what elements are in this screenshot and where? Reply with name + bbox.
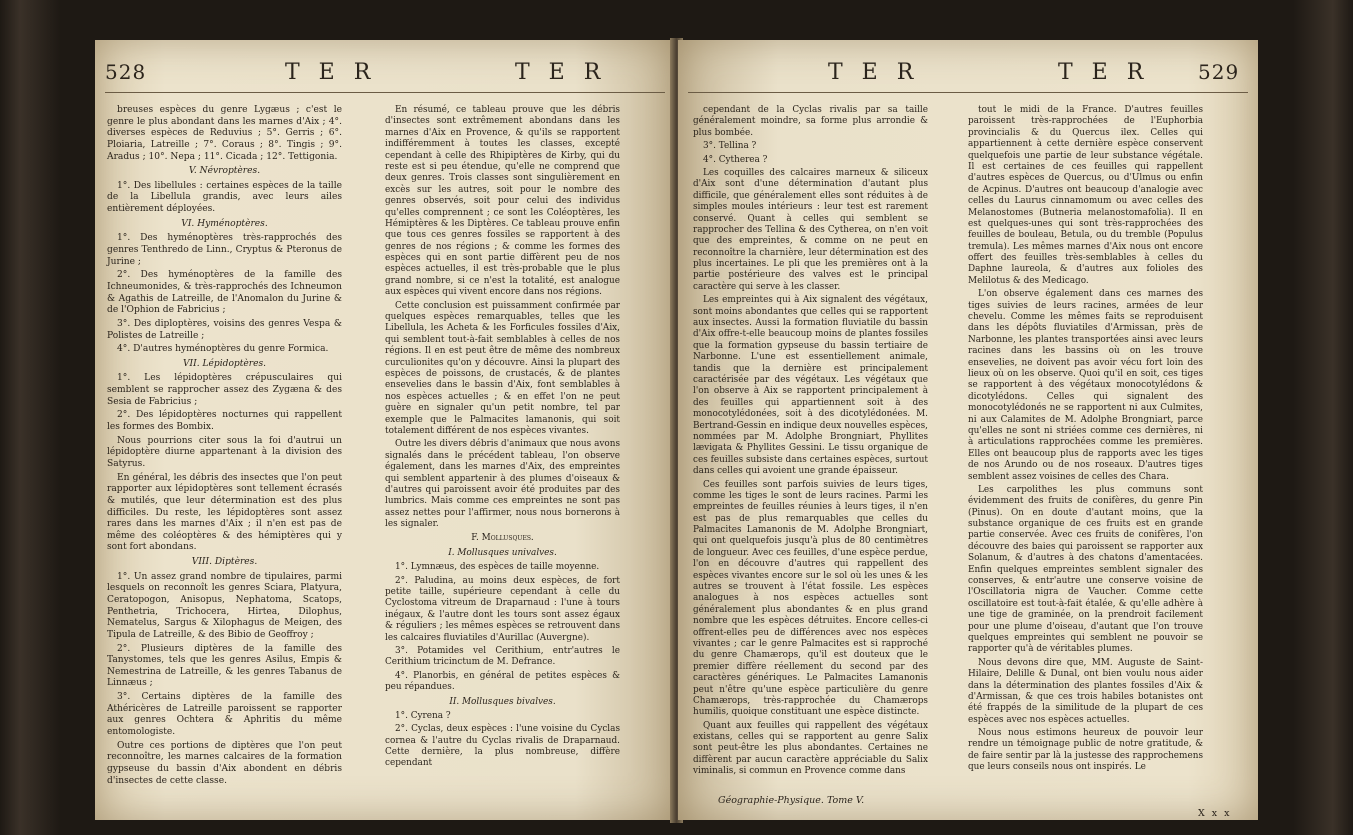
left-header bbox=[95, 60, 675, 92]
paragraph: 2°. Paludina, au moins deux espèces, de fort petite taille, supérieure cependant à celle du Cyclostoma vitreum de Draparnaud : l'une à tours inégaux, & l'autre dont les tours sont assez égaux & réguliers ; les mêmes espèces se retrouvent dans les calcaires fluviatiles d'Aurillac (Auvergne). bbox=[385, 575, 620, 643]
footer-title: Géographie-Physique. Tome V. bbox=[718, 795, 865, 806]
paragraph: 3°. Des diploptères, voisins des genres Vespa & Polistes de Latreille ; bbox=[107, 318, 342, 341]
paragraph: Quant aux feuilles qui rappellent des végétaux existans, celles qui se rapportent au genre Salix sont peut-être les plus abondantes. Certaines ne diffèrent par aucun caractère appréciable du Salix viminalis, si commun en Provence comme dans bbox=[693, 720, 928, 777]
paragraph: 3°. Tellina ? bbox=[703, 141, 757, 152]
paragraph: 2°. Des hyménoptères de la famille des Ichneumonides, & très-rapprochés des Ichneumon & Agathis de Latreille, de l'Anomalon du Jurine & de l'Ophion de Fabricius ; bbox=[107, 270, 342, 316]
left-page bbox=[95, 40, 675, 820]
paragraph: Outre les divers débris d'animaux que nous avons signalés dans le précédent tableau, l'on observe également, dans les marnes d'Aix, des empreintes qui semblent appartenir à des plumes d'oiseaux & d'autres qui paroissent avoir été produites par des lumbrics. Mais comme ces empreintes ne sont pas assez nettes pour l'affirmer, nous nous bornerons à les signaler. bbox=[385, 439, 620, 530]
header-rule bbox=[688, 92, 1248, 93]
paragraph: I. Mollusques univalves. bbox=[448, 547, 557, 558]
paragraph: Nous pourrions citer sous la foi d'autrui un lépidoptère diurne appartenant à la division des Satyrus. bbox=[107, 435, 342, 469]
paragraph: 2°. Des lépidoptères nocturnes qui rappellent les formes des Bombix. bbox=[107, 410, 342, 433]
paragraph: VI. Hyménoptères. bbox=[181, 218, 268, 229]
paragraph: VIII. Diptères. bbox=[191, 557, 258, 568]
page-number: 529 bbox=[1198, 60, 1240, 84]
paragraph: Nous nous estimons heureux de pouvoir leur rendre un témoignage public de notre gratitude, & de faire sentir par là la justesse des rapprochemens que leurs conseils nous ont inspirés. Le bbox=[968, 728, 1203, 773]
paragraph: 2°. Cyclas, deux espèces : l'une voisine du Cyclas cornea & l'autre du Cyclas rivalis de Draparnaud. Cette dernière, la plus nombreuse, diffère cependant bbox=[385, 724, 620, 769]
paragraph: 1°. Les lépidoptères crépusculaires qui semblent se rapprocher assez des Zygæna & des Sesia de Fabricius ; bbox=[107, 373, 342, 407]
paragraph: 3°. Potamides vel Cerithium, entr'autres le Cerithium tricinctum de M. Defrance. bbox=[385, 645, 620, 668]
signature-mark: X x x bbox=[1198, 808, 1232, 819]
paragraph: F. Mollusques. bbox=[471, 533, 534, 544]
paragraph: V. Névroptères. bbox=[188, 166, 261, 177]
running-head: T E R bbox=[515, 60, 607, 85]
right-page bbox=[678, 40, 1258, 820]
paragraph: 3°. Certains diptères de la famille des Athéricères de Latreille paroissent se rapporter aux genres Ochtera & Aphritis du même entomologiste. bbox=[107, 692, 342, 738]
paragraph: 4°. Cytherea ? bbox=[703, 154, 768, 165]
right-column-2 bbox=[968, 105, 1203, 776]
paragraph: Outre ces portions de diptères que l'on peut reconnoître, les marnes calcaires de la formation gypseuse du bassin d'Aix abondent en débris d'insectes de cette classe. bbox=[107, 740, 342, 786]
header-rule bbox=[105, 92, 665, 93]
paragraph: VII. Lépidoptères. bbox=[182, 358, 267, 369]
paragraph: cependant de la Cyclas rivalis par sa taille généralement moindre, sa forme plus arrondie & plus bombée. bbox=[693, 105, 928, 138]
paragraph: 4°. Planorbis, en général de petites espèces & peu répandues. bbox=[385, 670, 620, 693]
paragraph: En général, les débris des insectes que l'on peut rapporter aux lépidoptères sont tellement écrasés & mutilés, que leur détermination est des plus difficiles. Du reste, les lépidoptères sont assez rares dans les marnes d'Aix ; il n'en est pas de même des coléoptères & des hémiptères qui y sont fort abondans. bbox=[107, 472, 342, 553]
paragraph: Ces feuilles sont parfois suivies de leurs tiges, comme les tiges le sont de leurs racines. Parmi les empreintes de feuilles réunies à leurs tiges, il n'en est pas de plus remarquables que celles du Palmacites Lamanonis de M. Adolphe Brongniart, qui ont quelquefois jusqu'à plus de 80 centimètres de longueur. Avec ces feuilles, d'une espèce perdue, l'on en découvre d'autres qui rappellent des espèces vivantes encore sur le sol où les unes & les autres se trouvent à l'état fossile. Les espèces analogues à nos espèces actuelles sont généralement plus abondantes & en plus grand nombre que les espèces détruites. Encore celles-ci offrent-elles peu de différences avec nos espèces vivantes ; car le genre Palmacites est si rapproché du genre Chamærops, qu'il est douteux que le premier diffère réellement du second par des caractères génériques. Le Palmacites Lamanonis peut n'être qu'une espèce particulière du genre Chamærops, très-rapprochée du Chamærops humilis, quoique constituant une espèce distincte. bbox=[693, 479, 928, 718]
running-head: T E R bbox=[1058, 60, 1150, 85]
paragraph: 1°. Des hyménoptères très-rapprochés des genres Tenthredo de Linn., Cryptus & Pteronus de Jurine ; bbox=[107, 233, 342, 267]
paragraph: tout le midi de la France. D'autres feuilles paroissent très-rapprochées de l'Euphorbia provincialis & du Quercus ilex. Celles qui appartiennent à cette dernière espèce conservent quelquefois une partie de leur substance végétale. Il est certaines de ces feuilles qui rappellent d'autres espèces de Quercus, ou d'Ulmus ou enfin de Acpinus. D'autres ont beaucoup d'analogie avec celles du Laurus cinnamomum ou avec celles des Melanostomes (Butneria melanostomafolia). Il en est quelques-unes qui sont très-rapprochées des feuilles de bouleau, Betula, ou du tremble (Populus tremula). Les mêmes marnes d'Aix nous ont encore offert des feuilles très-semblables à celles du Daphne laureola, & d'autres aux folioles des Melilotus & des Medicago. bbox=[968, 105, 1203, 286]
paragraph: Cette conclusion est puissamment confirmée par quelques espèces remarquables, telles que les Libellula, les Acheta & les Forficules fossiles d'Aix, qui semblent tout-à-fait semblables à celles de nos régions. Il en est peut être de même des nombreux curculionites qu'on y découvre. Ainsi la plupart des espèces de poissons, de crustacés, & de plantes ensevelies dans le bassin d'Aix, font semblables à nos espèces actuelles ; & en effet l'on ne peut guère en signaler qu'un petit nombre, tel par exemple que le Palmacites lamanonis, qui soit totalement différent de nos espèces vivantes. bbox=[385, 300, 620, 436]
left-column-1 bbox=[107, 105, 342, 789]
page-number: 528 bbox=[105, 60, 147, 84]
paragraph: Les carpolithes les plus communs sont évidemment des fruits de conifères, du genre Pin (Pinus). On en doute d'autant moins, que la substance organique de ces fruits est en grande partie conservée. Avec ces fruits de conifères, l'on découvre des baies qui paroissent se rapporter aux Solanum, & d'autres à des chatons d'amentacées. Enfin quelques empreintes semblent signaler des conserves, & entr'autre une conserve voisine de l'Oscillatoria nigra de Vaucher. Comme cette oscillatoire est tout-à-fait étalée, & qu'elle adhère à une tige de graminée, on la prendroit facilement pour une plume d'oiseau, d'autant que l'on trouve quelques empreintes qui semblent ne pouvoir se rapporter qu'à de véritables plumes. bbox=[968, 484, 1203, 655]
paragraph: Nous devons dire que, MM. Auguste de Saint-Hilaire, Delille & Dunal, ont bien voulu nous aider dans la détermination des plantes fossiles d'Aix & d'Armissan, & que ces trois habiles botanistes ont été frappés de la similitude de la plupart de ces espèces avec nos espèces actuelles. bbox=[968, 657, 1203, 725]
paragraph: Les coquilles des calcaires marneux & siliceux d'Aix sont d'une détermination d'autant plus difficile, que généralement elles sont réduites à de simples moules intérieurs : leur test est rarement conservé. Quant à celles qui semblent se rapprocher des Tellina & des Cytherea, on n'en voit que des empreintes, & comme on ne peut en reconnoître la charnière, leur détermination est des plus incertaines. Le pli que les premières ont à la partie postérieure des valves est le principal caractère qui serve à les classer. bbox=[693, 167, 928, 292]
paragraph: 1°. Un assez grand nombre de tipulaires, parmi lesquels on reconnoît les genres Sciara, Platyura, Ceratopogon, Anisopus, Nephatoma, Scatops, Penthetria, Trichocera, Hirtea, Dilophus, Nematelus, Sargus & Xilophagus de Meigen, des Tipula de Latreille, & des Bibio de Geoffroy ; bbox=[107, 571, 342, 640]
paragraph: L'on observe également dans ces marnes des tiges suivies de leurs racines, armées de leur chevelu. Comme les mêmes faits se reproduisent dans les dépôts fluviatiles d'Armissan, près de Narbonne, les plantes transportées ainsi avec leurs racines dans les bassins où on les trouve ensevelies, ne doivent pas avoir vécu fort loin des lieux où on les observe. Quoi qu'il en soit, ces tiges se rapportent à des végétaux monocotylédons & dicotylédons. Celles qui signalent des monocotylédonés ne se rapportent ni aux Culmites, ni aux Calamites de M. Adolphe Brongniart, parce qu'elles ne sont ni striées comme ces dernières, ni à articulations rapprochées comme les premières. Elles ont beaucoup plus de rapports avec les tiges de nos Arundo ou de nos roseaux. D'autres tiges semblent assez voisines de celles des Chara. bbox=[968, 289, 1203, 482]
paragraph: 2°. Plusieurs diptères de la famille des Tanystomes, tels que les genres Asilus, Empis & Nemestrina de Latreille, & les genres Tabanus de Linnæus ; bbox=[107, 643, 342, 689]
paragraph: II. Mollusques bivalves. bbox=[449, 696, 556, 707]
running-head: T E R bbox=[285, 60, 377, 85]
right-column-1 bbox=[693, 105, 928, 780]
paragraph: En résumé, ce tableau prouve que les débris d'insectes sont extrêmement abondans dans les marnes d'Aix en Provence, & qu'ils se rapportent indifféremment à toutes les classes, excepté cependant à celle des Rhipiptères de Kirby, qui du reste est si peu étendue, qu'elle ne comprend que deux genres. Trois classes sont singulièrement en excès sur les autres, soit pour le nombre des genres observés, soit pour celui des individus qu'elles comprennent ; ce sont les Coléoptères, les Hémiptères & les Diptères. Ce tableau prouve enfin que tous ces genres fossiles se rapportent à des genres de nos régions ; & comme les formes des espèces qui en sont partie diffèrent peu de nos espèces actuelles, il est très-probable que le plus grand nombre, si ce n'est la totalité, est analogue aux espèces qui vivent encore dans nos régions. bbox=[385, 105, 620, 298]
left-column-2 bbox=[385, 105, 620, 772]
paragraph: breuses espèces du genre Lygæus ; c'est le genre le plus abondant dans les marnes d'Aix ; 4°. diverses espèces de Reduvius ; 5°. Gerris ; 6°. Ploiaria, Latreille ; 7°. Coraus ; 8°. Tingis ; 9°. Aradus ; 10°. Nepa ; 11°. Cicada ; 12°. Tettigonia. bbox=[107, 105, 342, 162]
paragraph: 4°. D'autres hyménoptères du genre Formica. bbox=[117, 344, 329, 355]
paragraph: Les empreintes qui à Aix signalent des végétaux, sont moins abondantes que celles qui se rapportent aux insectes. Aussi la formation fluviatile du bassin d'Aix offre-t-elle beaucoup moins de plantes fossiles que la formation gypseuse du bassin tertiaire de Narbonne. L'une est essentiellement animale, tandis que la dernière est principalement caractérisée par des végétaux. Les végétaux que l'on observe à Aix se rapportent principalement à des feuilles qui appartiennent soit à des monocotylédonées, soit à des dicotylédonées. M. Bertrand-Gessin en indique deux nouvelles espèces, nommées par M. Adolphe Brongniart, Phyllites lævigata & Phyllites Gessini. Le tissu organique de ces feuilles subsiste dans certaines espèces, surtout dans celles qui avoient une grande épaisseur. bbox=[693, 295, 928, 477]
paragraph: 1°. Cyrena ? bbox=[395, 710, 451, 721]
running-head: T E R bbox=[828, 60, 920, 85]
paragraph: 1°. Lymnæus, des espèces de taille moyenne. bbox=[395, 562, 600, 573]
right-header bbox=[678, 60, 1258, 92]
paragraph: 1°. Des libellules : certaines espèces de la taille de la Libellula grandis, avec leurs ailes entièrement déployées. bbox=[107, 180, 342, 215]
